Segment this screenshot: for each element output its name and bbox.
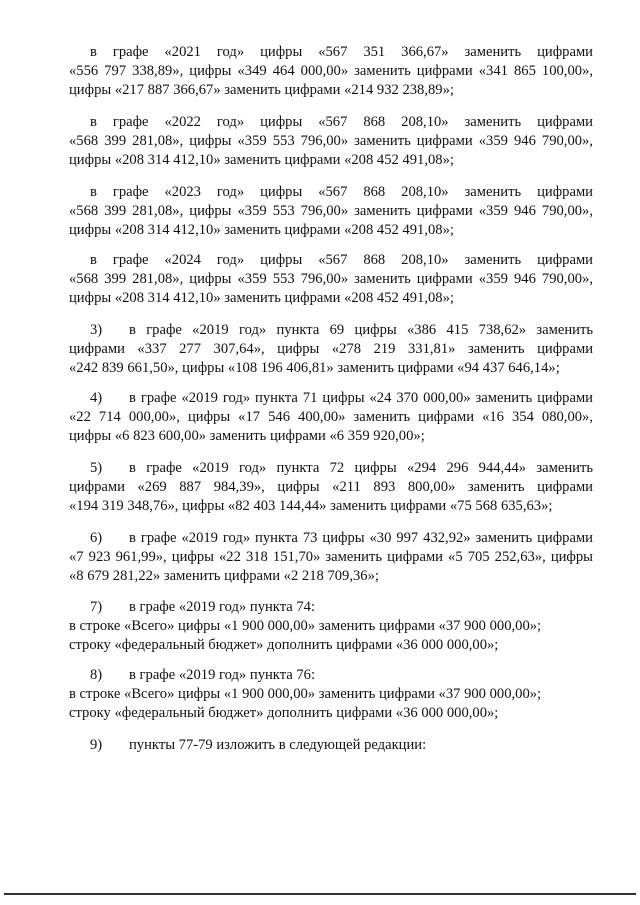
text-line: «8 679 281,22» заменить цифрами «2 218 709,36»; [69, 568, 379, 585]
text-line: цифрами «269 887 984,39», цифры «211 893 800,00» заменить цифрами [69, 479, 593, 496]
text-line: цифры «6 823 600,00» заменить цифрами «6 359 920,00»; [69, 428, 425, 445]
paragraph-2021 [69, 43, 593, 101]
item-text: в графе «2019 год» пункта 71 цифры «24 370 000,00» заменить цифрами [129, 390, 593, 406]
text-line [69, 598, 593, 617]
text-line: цифры «217 887 366,67» заменить цифрами «214 932 238,89»; [69, 82, 454, 99]
text-line: в строке «Всего» цифры «1 900 000,00» заменить цифрами «37 900 000,00»; [69, 618, 542, 635]
item-number: 5) [90, 460, 103, 476]
text-line: «556 797 338,89», цифры «349 464 000,00» заменить цифрами «341 865 100,00», [69, 63, 593, 80]
item-text: пункты 77-79 изложить в следующей редакции: [129, 737, 427, 753]
paragraph-2022 [69, 113, 593, 171]
paragraph-2023 [69, 183, 593, 241]
text-line: «242 839 661,50», цифры «108 196 406,81» заменить цифрами «94 437 646,14»; [69, 360, 560, 377]
text-line: «22 714 000,00», цифры «17 546 400,00» заменить цифрами «16 354 080,00», [69, 409, 593, 426]
text-line [69, 736, 593, 755]
paragraph-2024 [69, 251, 593, 309]
bottom-edge-line [4, 893, 636, 895]
item-5 [69, 459, 593, 517]
text-line: в графе «2023 год» цифры «567 868 208,10» заменить цифрами [90, 184, 593, 200]
text-line: в строке «Всего» цифры «1 900 000,00» заменить цифрами «37 900 000,00»; [69, 686, 542, 703]
text-line: цифры «208 314 412,10» заменить цифрами «208 452 491,08»; [69, 222, 454, 239]
item-4 [69, 389, 593, 447]
item-6 [69, 529, 593, 587]
text-line: «568 399 281,08», цифры «359 553 796,00» заменить цифрами «359 946 790,00», [69, 203, 593, 220]
text-line: цифры «208 314 412,10» заменить цифрами «208 452 491,08»; [69, 152, 454, 169]
text-line: «568 399 281,08», цифры «359 553 796,00» заменить цифрами «359 946 790,00», [69, 271, 593, 288]
item-number: 6) [90, 530, 103, 546]
text-line: «7 923 961,99», цифры «22 318 151,70» заменить цифрами «5 705 252,63», цифры [69, 549, 593, 566]
item-text: в графе «2019 год» пункта 73 цифры «30 997 432,92» заменить цифрами [129, 530, 593, 546]
text-line: в графе «2021 год» цифры «567 351 366,67» заменить цифрами [90, 44, 593, 60]
item-3 [69, 321, 593, 379]
text-line [69, 529, 593, 548]
item-text: в графе «2019 год» пункта 69 цифры «386 415 738,62» заменить [129, 322, 593, 338]
text-line: цифрами «337 277 307,64», цифры «278 219 331,81» заменить цифрами [69, 341, 593, 358]
item-8 [69, 666, 593, 724]
text-line: в графе «2024 год» цифры «567 868 208,10» заменить цифрами [90, 252, 593, 268]
item-number: 8) [90, 667, 103, 683]
text-line [69, 666, 593, 685]
item-number: 3) [90, 322, 103, 338]
item-7 [69, 598, 593, 656]
text-line: в графе «2022 год» цифры «567 868 208,10» заменить цифрами [90, 114, 593, 130]
text-line: «568 399 281,08», цифры «359 553 796,00» заменить цифрами «359 946 790,00», [69, 133, 593, 150]
text-line [69, 459, 593, 478]
text-line [69, 389, 593, 408]
text-line: строку «федеральный бюджет» дополнить цифрами «36 000 000,00»; [69, 637, 499, 654]
item-number: 4) [90, 390, 103, 406]
item-text: в графе «2019 год» пункта 72 цифры «294 296 944,44» заменить [129, 460, 593, 476]
text-line: «194 319 348,76», цифры «82 403 144,44» заменить цифрами «75 568 635,63»; [69, 498, 553, 515]
text-line: цифры «208 314 412,10» заменить цифрами «208 452 491,08»; [69, 290, 454, 307]
item-number: 9) [90, 737, 103, 753]
text-line [69, 321, 593, 340]
item-number: 7) [90, 599, 103, 615]
item-text: в графе «2019 год» пункта 76: [129, 667, 316, 683]
item-text: в графе «2019 год» пункта 74: [129, 599, 316, 615]
item-9 [69, 736, 593, 755]
text-line: строку «федеральный бюджет» дополнить цифрами «36 000 000,00»; [69, 705, 499, 722]
